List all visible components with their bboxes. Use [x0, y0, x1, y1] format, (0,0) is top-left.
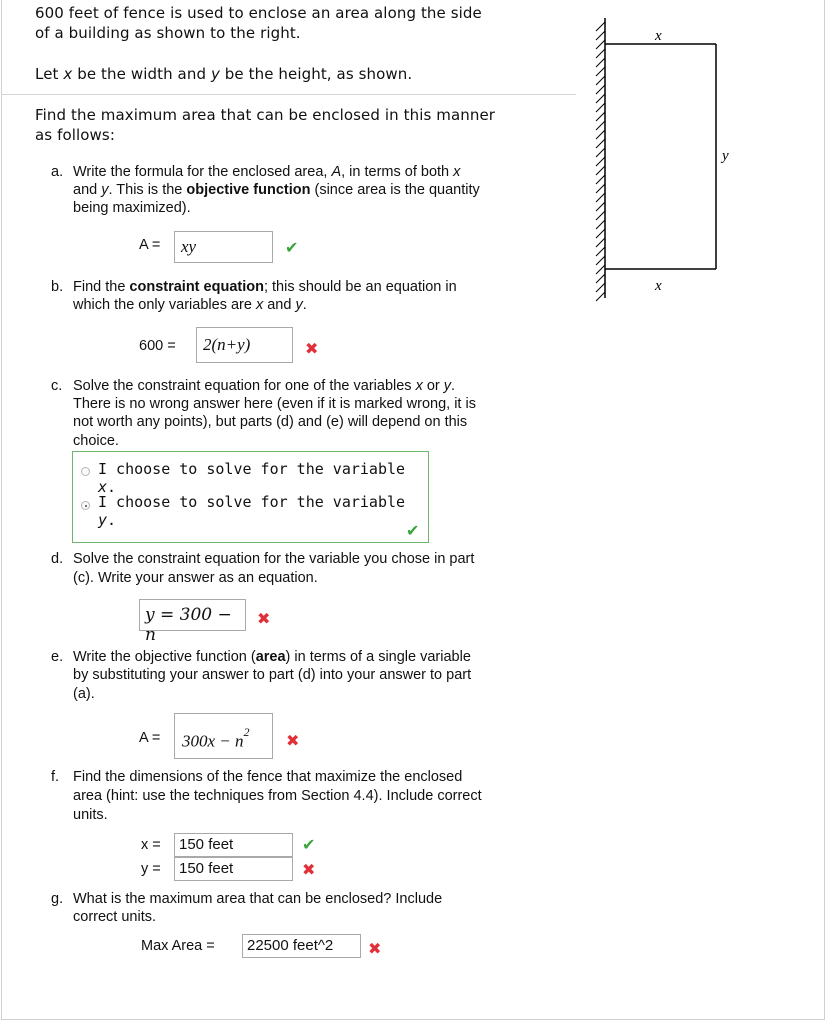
choice-y-label[interactable]: I choose to solve for the variable y.: [98, 493, 406, 529]
part-g-line-2: correct units.: [73, 909, 156, 925]
width-input[interactable]: [174, 833, 293, 857]
hatch-mark: [596, 202, 605, 211]
find-line-1: Find the maximum area that can be enclosed in this manner: [35, 106, 496, 124]
hatch-mark: [596, 85, 605, 94]
area-formula-input[interactable]: [174, 231, 273, 263]
part-e-line-1: Write the objective function (area) in terms of a single variable: [73, 649, 471, 665]
part-b-line-1: Find the constraint equation; this should be an equation in: [73, 279, 457, 295]
part-f-marker: f.: [51, 769, 60, 785]
part-e-line-2: by substituting your answer to part (d) into your answer to part: [73, 667, 472, 683]
intro-line-2: of a building as shown to the right.: [35, 24, 301, 42]
part-g-prefix: Max Area =: [141, 938, 215, 954]
part-c-marker: c.: [51, 378, 63, 394]
hatch-mark: [596, 256, 605, 265]
part-g-marker: g.: [51, 891, 64, 907]
part-c-line-3: not worth any points), but parts (d) and (e) will depend on this: [73, 414, 468, 430]
correct-icon: ✔: [285, 238, 299, 257]
width-value: 150 feet: [179, 836, 234, 853]
incorrect-icon: ✖: [257, 609, 271, 628]
part-c-line-2: There is no wrong answer here (even if it is marked wrong, it is: [73, 396, 476, 412]
part-f-x-prefix: x =: [141, 837, 161, 853]
part-e-line-3: (a).: [73, 686, 95, 702]
part-c-line-1: Solve the constraint equation for one of the variables x or y.: [73, 378, 456, 394]
separator: [2, 94, 576, 95]
part-a-prefix: A =: [139, 237, 161, 253]
part-d-marker: d.: [51, 551, 64, 567]
incorrect-icon: ✖: [286, 731, 300, 750]
constraint-value: 2(n+y): [203, 335, 251, 354]
hatch-mark: [596, 49, 605, 58]
incorrect-icon: ✖: [302, 860, 316, 879]
hatch-mark: [596, 220, 605, 229]
hatch-mark: [596, 184, 605, 193]
hatch-mark: [596, 193, 605, 202]
area-formula-value: xy: [181, 237, 197, 256]
side-y-label: y: [722, 148, 729, 164]
part-a-marker: a.: [51, 164, 64, 180]
hatch-mark: [596, 103, 605, 112]
part-a-line-3: being maximized).: [73, 200, 191, 216]
max-area-value: 22500 feet^2: [247, 937, 334, 954]
part-f-line-1: Find the dimensions of the fence that maximize the enclosed: [73, 769, 463, 785]
bottom-x-label: x: [655, 278, 662, 294]
fence-diagram: [585, 0, 735, 305]
hatch-mark: [596, 238, 605, 247]
hatch-mark: [596, 175, 605, 184]
part-d-line-1: Solve the constraint equation for the variable you chose in part: [73, 551, 475, 567]
hatch-mark: [596, 292, 605, 301]
hatch-mark: [596, 130, 605, 139]
part-f-y-prefix: y =: [141, 861, 161, 877]
height-input[interactable]: [174, 857, 293, 881]
solve-for-variable-input[interactable]: [139, 599, 246, 645]
incorrect-icon: ✖: [368, 939, 382, 958]
part-c-line-4: choice.: [73, 433, 119, 449]
variable-choice-group: [72, 451, 429, 543]
hatch-mark: [596, 283, 605, 292]
hatch-mark: [596, 22, 605, 31]
radio-choose-x[interactable]: [81, 467, 90, 476]
part-d-line-2: (c). Write your answer as an equation.: [73, 570, 318, 586]
hatch-mark: [596, 94, 605, 103]
intro-line-1: 600 feet of fence is used to enclose an area along the side: [35, 4, 482, 22]
hatch-mark: [596, 166, 605, 175]
wall-hatching: [596, 22, 605, 301]
intro-let-line: Let x be the width and y be the height, as shown.: [35, 65, 413, 83]
part-e-prefix: A =: [139, 730, 161, 746]
part-a-line-2: and y. This is the objective function (since area is the quantity: [73, 182, 480, 198]
solve-for-variable-value: y = 300 − n: [145, 605, 232, 645]
top-x-label: x: [655, 28, 662, 44]
correct-icon: ✔: [406, 521, 420, 540]
part-f-line-3: units.: [73, 807, 108, 823]
correct-icon: ✔: [302, 835, 316, 854]
max-area-input[interactable]: [242, 934, 361, 958]
hatch-mark: [596, 58, 605, 67]
hatch-mark: [596, 229, 605, 238]
height-value: 150 feet: [179, 860, 234, 877]
hatch-mark: [596, 31, 605, 40]
hatch-mark: [596, 157, 605, 166]
hatch-mark: [596, 211, 605, 220]
hatch-mark: [596, 112, 605, 121]
part-b-marker: b.: [51, 279, 64, 295]
part-g-line-1: What is the maximum area that can be enclosed? Include: [73, 891, 443, 907]
hatch-mark: [596, 121, 605, 130]
constraint-input[interactable]: [196, 327, 293, 363]
hatch-mark: [596, 148, 605, 157]
hatch-mark: [596, 40, 605, 49]
part-f-line-2: area (hint: use the techniques from Section 4.4). Include correct: [73, 788, 482, 804]
hatch-mark: [596, 76, 605, 85]
hatch-mark: [596, 247, 605, 256]
part-a-line-1: Write the formula for the enclosed area, A, in terms of both x: [73, 164, 461, 180]
incorrect-icon: ✖: [305, 339, 319, 358]
find-line-2: as follows:: [35, 126, 115, 144]
hatch-mark: [596, 265, 605, 274]
part-b-prefix: 600 =: [139, 338, 176, 354]
radio-choose-y[interactable]: [81, 501, 90, 510]
hatch-mark: [596, 139, 605, 148]
hatch-mark: [596, 274, 605, 283]
part-e-marker: e.: [51, 649, 64, 665]
choice-x-label[interactable]: I choose to solve for the variable x.: [98, 460, 406, 496]
single-variable-area-input[interactable]: [174, 713, 273, 759]
single-variable-area-value: $300x - n^2$: [182, 725, 250, 751]
hatch-mark: [596, 67, 605, 76]
part-b-line-2: which the only variables are x and y.: [73, 297, 307, 313]
